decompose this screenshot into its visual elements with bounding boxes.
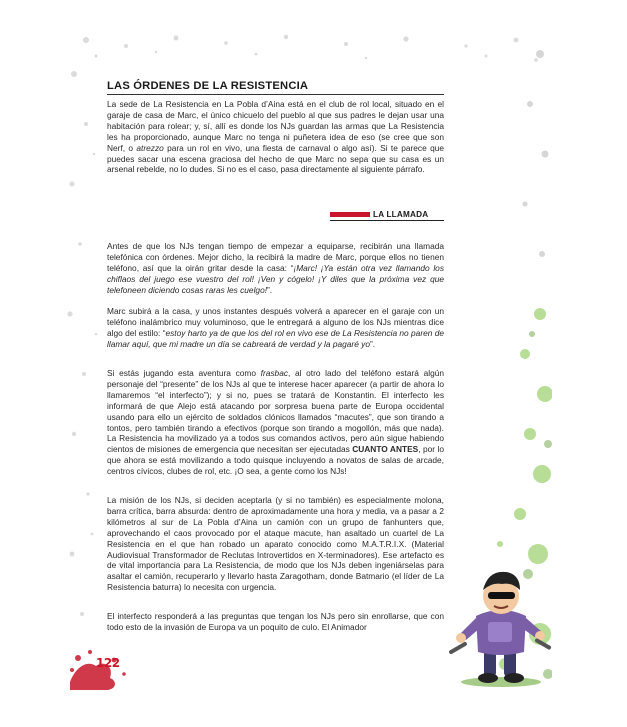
paragraph-4: Si estás jugando esta aventura como frasbac, al otro lado del teléfono estará algún personaje del “presente” de los NJs al que te interese hacer aparecer (a partir de ahora lo llamaremos “el interfecto”); y si no, pues se tratará de Konstantin. El interfecto les informará de que Alejo está atacando por sorpresa buena parte de Europa occidental usando para ello un ejército de soldados clónicos llamados “macutes”, que son tirando a tontos, pero también tirando a efectivos (porque son tirando a mogollón, más que nada). La Resistencia ha movilizado ya a todos sus comandos activos, pero aún sigue habiendo cientos de misiones de emergencia que necesitan ser ejecutadas CUANTO ANTES, por lo que ahora se está movilizando a todo quisque incluyendo a novatos de salas de arcade, centros cívicos, clubes de rol, etc. ¡O sea, a gente como los NJs!	[107, 368, 444, 477]
title-divider	[107, 94, 444, 95]
subheading-la-llamada	[330, 209, 428, 219]
section-title: LAS ÓRDENES DE LA RESISTENCIA	[107, 80, 309, 92]
subheading-label: LA LLAMADA	[373, 209, 429, 219]
paragraph-3: Marc subirá a la casa, y unos instantes después volverá a aparecer en el garaje con un teléfono inalámbrico muy voluminoso, que le entregará a alguno de los NJs mientras dice algo del estilo: “estoy harto ya de que los del rol en vivo ese de La Resistencia no paren de llamar aquí, que mi madre un día se cabreará de verdad y la pagaré yo”.	[107, 306, 444, 349]
subheading-divider	[330, 220, 444, 221]
paragraph-1: La sede de La Resistencia en La Pobla d’Aina está en el club de rol local, situado en el garaje de casa de Marc, el único chicuelo del pueblo al que sus padres le dejan usar una habitación para rolear; y, sí, allí es donde los NJs guardan las armas que La Resistencia les ha proporcionado, aunque Marc no tenga ni puñetera idea de eso (se cree que son Nerf, o atrezzo para un rol en vivo, una fiesta de carnaval o algo así). Si te parece que puedes sacar una escena graciosa del hecho de que Marc no sepa que su casa es un arsenal rebelde, no lo dudes. Si no es el caso, pasa directamente al siguiente párrafo.	[107, 99, 445, 175]
paragraph-2: Antes de que los NJs tengan tiempo de empezar a equiparse, recibirán una llamada telefónica con órdenes. Mejor dicho, la recibirá la madre de Marc, porque ellos no tienen teléfono, así que la oirán gritar desde la casa: “¡Marc! ¡Ya están otra vez llamando los chiflaos del juego ese vuestro del rol! ¡Ven y cógelo! ¡Y diles que la próxima vez que telefoneen diciendo cosas raras les cuelgo!”.	[107, 241, 444, 295]
page-number: 122	[96, 656, 120, 670]
cartoon-rebel-illustration	[446, 560, 554, 688]
paragraph-5: La misión de los NJs, si deciden aceptarla (y si no también) es especialmente molona, barra crítica, barra absurda: dentro de aproximadamente una hora y media, va a pasar a 2 kilómetros al sur de La Pobla d’Aina un camión con un grupo de fanhunters que, aprovechando el caos provocado por el ataque macute, han asaltado un cuartel de La Resistencia en el que han robado un aparato conocido como M.A.T.R.I.X. (Material Audiovisual Transformador de Reclutas Introvertidos en X-terminadores). Ese artefacto es de vital importancia para La Resistencia, de modo que los NJs deben ingeniárselas para asaltar el camión, recuperarlo y llevarlo hasta Zaragotham, donde Batmario (el líder de La Resistencia baturra) lo necesita con urgencia.	[107, 495, 444, 593]
subheading-accent-bar	[330, 212, 370, 217]
paragraph-6: El interfecto responderá a las preguntas que tengan los NJs pero sin enrollarse, que con todo esto de la invasión de Europa va un poquito de culo. El Animador	[107, 611, 444, 632]
